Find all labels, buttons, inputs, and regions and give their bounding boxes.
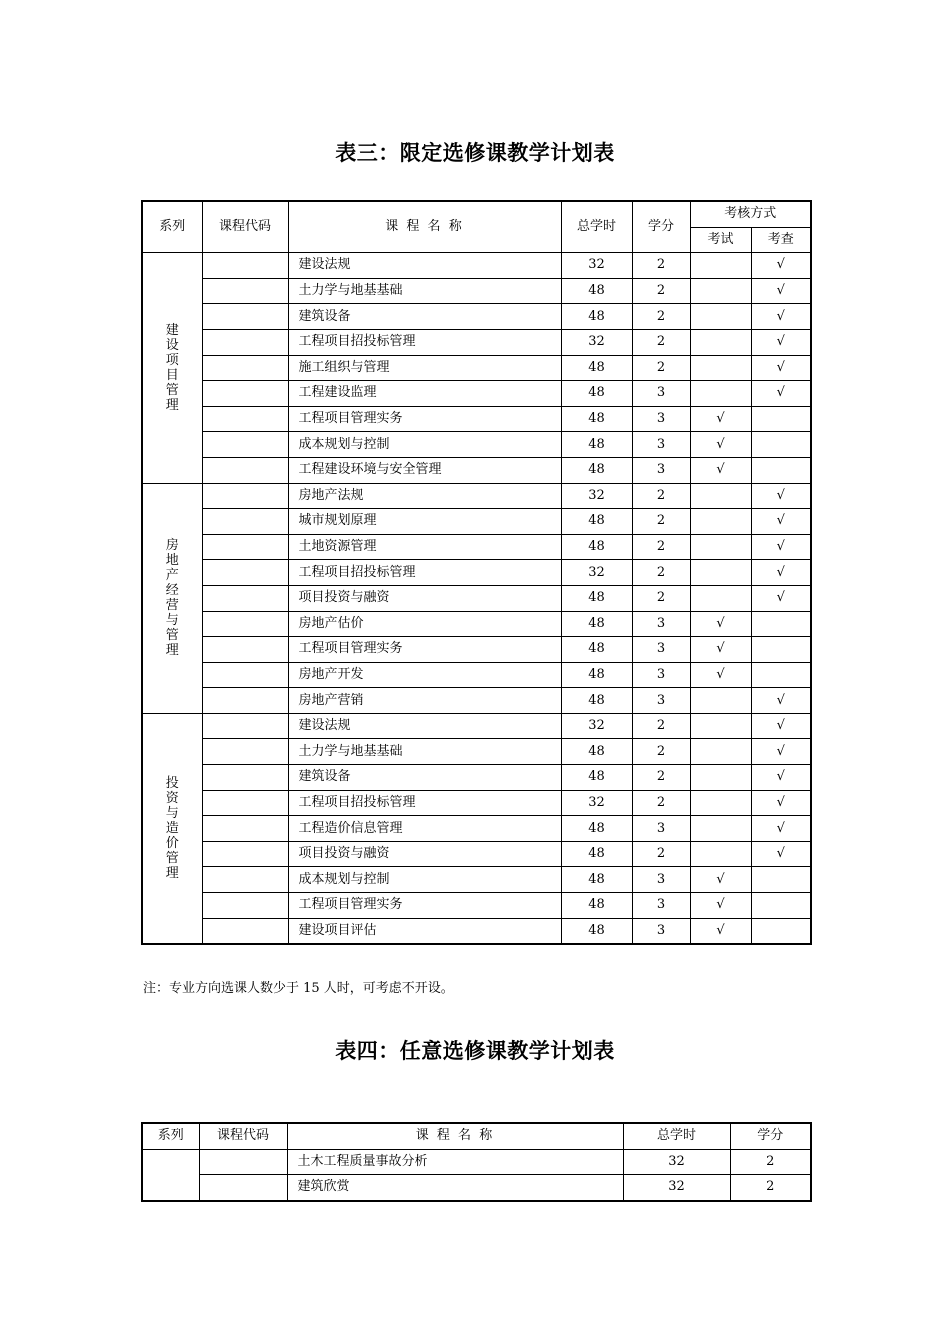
table-row [142, 534, 811, 560]
course-name: 建筑设备 [288, 765, 561, 791]
course-credits: 3 [632, 662, 690, 688]
course-code [202, 304, 288, 330]
course-name: 建设项目评估 [288, 918, 561, 944]
course-code [202, 253, 288, 279]
exam-mark [690, 841, 751, 867]
course-name: 土地资源管理 [288, 534, 561, 560]
exam-mark [690, 765, 751, 791]
course-credits: 2 [632, 713, 690, 739]
course-hours: 32 [561, 329, 632, 355]
course-credits: 3 [632, 918, 690, 944]
course-name: 工程建设监理 [288, 381, 561, 407]
course-credits: 2 [632, 253, 690, 279]
group-label-text: 房地产经营与管理 [165, 538, 179, 659]
header-name: 课 程 名 称 [288, 201, 561, 253]
course-code [202, 893, 288, 919]
exam-mark [690, 816, 751, 842]
course-hours: 48 [561, 585, 632, 611]
table-row [142, 483, 811, 509]
exam-mark [690, 355, 751, 381]
course-credits: 3 [632, 432, 690, 458]
restricted-elective-table [141, 200, 812, 945]
table-row [142, 867, 811, 893]
check-mark: √ [751, 585, 811, 611]
course-code [202, 457, 288, 483]
header-hours: 总学时 [623, 1123, 730, 1149]
exam-mark [690, 329, 751, 355]
check-mark: √ [751, 329, 811, 355]
table-row [142, 329, 811, 355]
check-mark: √ [751, 765, 811, 791]
course-credits: 2 [632, 355, 690, 381]
course-name: 工程项目招投标管理 [288, 329, 561, 355]
course-code [199, 1149, 287, 1175]
table3-body [142, 253, 811, 945]
course-code [202, 841, 288, 867]
course-hours: 48 [561, 918, 632, 944]
course-code [202, 611, 288, 637]
check-mark [751, 611, 811, 637]
check-mark: √ [751, 790, 811, 816]
check-mark [751, 918, 811, 944]
exam-mark [690, 253, 751, 279]
exam-mark: √ [690, 611, 751, 637]
exam-mark [690, 509, 751, 535]
table-row [142, 304, 811, 330]
header-exam: 考试 [690, 227, 751, 253]
table-row [142, 253, 811, 279]
exam-mark [690, 790, 751, 816]
course-name: 工程项目招投标管理 [288, 790, 561, 816]
course-name: 工程建设环境与安全管理 [288, 457, 561, 483]
course-name: 土力学与地基基础 [288, 739, 561, 765]
course-code [202, 560, 288, 586]
course-code [202, 867, 288, 893]
exam-mark [690, 713, 751, 739]
check-mark: √ [751, 253, 811, 279]
course-code [202, 329, 288, 355]
course-credits: 2 [632, 278, 690, 304]
table-row [142, 662, 811, 688]
exam-mark [690, 688, 751, 714]
exam-mark [690, 381, 751, 407]
group-label [142, 1149, 199, 1201]
course-code [202, 381, 288, 407]
exam-mark: √ [690, 918, 751, 944]
course-credits: 2 [632, 585, 690, 611]
course-credits: 3 [632, 688, 690, 714]
course-code [202, 432, 288, 458]
course-name: 房地产估价 [288, 611, 561, 637]
table-row [142, 918, 811, 944]
course-code [202, 406, 288, 432]
header-credits: 学分 [730, 1123, 811, 1149]
exam-mark [690, 560, 751, 586]
table-row [142, 893, 811, 919]
course-hours: 48 [561, 739, 632, 765]
course-hours: 48 [561, 611, 632, 637]
course-credits: 3 [632, 867, 690, 893]
header-code: 课程代码 [199, 1123, 287, 1149]
course-hours: 48 [561, 816, 632, 842]
exam-mark [690, 585, 751, 611]
course-code [202, 765, 288, 791]
course-credits: 2 [632, 509, 690, 535]
course-name: 建筑欣赏 [287, 1175, 623, 1201]
table-row [142, 278, 811, 304]
course-credits: 2 [632, 841, 690, 867]
course-code [202, 790, 288, 816]
exam-mark [690, 304, 751, 330]
course-hours: 48 [561, 637, 632, 663]
course-hours: 48 [561, 355, 632, 381]
course-credits: 2 [632, 329, 690, 355]
table-row [142, 560, 811, 586]
table-row [142, 509, 811, 535]
group-label-text: 建设项目管理 [165, 322, 179, 413]
course-hours: 48 [561, 841, 632, 867]
course-hours: 32 [561, 253, 632, 279]
table-row [142, 841, 811, 867]
course-credits: 2 [632, 483, 690, 509]
course-code [202, 816, 288, 842]
course-credits: 2 [730, 1175, 811, 1201]
course-hours: 48 [561, 432, 632, 458]
course-credits: 2 [632, 790, 690, 816]
group-label [142, 253, 202, 483]
course-name: 工程项目管理实务 [288, 893, 561, 919]
table-row [142, 688, 811, 714]
course-name: 城市规划原理 [288, 509, 561, 535]
check-mark [751, 662, 811, 688]
course-hours: 32 [561, 790, 632, 816]
course-code [202, 662, 288, 688]
course-credits: 3 [632, 637, 690, 663]
course-name: 建设法规 [288, 253, 561, 279]
course-hours: 32 [561, 483, 632, 509]
course-code [202, 534, 288, 560]
course-credits: 2 [632, 560, 690, 586]
exam-mark [690, 483, 751, 509]
course-hours: 48 [561, 304, 632, 330]
course-name: 施工组织与管理 [288, 355, 561, 381]
check-mark: √ [751, 816, 811, 842]
course-hours: 48 [561, 688, 632, 714]
course-name: 工程项目招投标管理 [288, 560, 561, 586]
header-dept: 系列 [142, 1123, 199, 1149]
course-code [202, 739, 288, 765]
course-name: 房地产营销 [288, 688, 561, 714]
header-credits: 学分 [632, 201, 690, 253]
table-row [142, 611, 811, 637]
check-mark: √ [751, 713, 811, 739]
course-credits: 3 [632, 381, 690, 407]
exam-mark: √ [690, 406, 751, 432]
check-mark: √ [751, 688, 811, 714]
table-row [142, 790, 811, 816]
course-hours: 32 [561, 560, 632, 586]
note-text: 注：专业方向选课人数少于 15 人时，可考虑不开设。 [143, 981, 454, 996]
course-code [199, 1175, 287, 1201]
course-hours: 48 [561, 765, 632, 791]
course-hours: 48 [561, 509, 632, 535]
course-credits: 3 [632, 457, 690, 483]
course-code [202, 509, 288, 535]
check-mark: √ [751, 381, 811, 407]
header-code: 课程代码 [202, 201, 288, 253]
table3-title: 表三：限定选修课教学计划表 [335, 141, 615, 165]
check-mark [751, 637, 811, 663]
course-hours: 48 [561, 534, 632, 560]
course-credits: 3 [632, 611, 690, 637]
exam-mark [690, 739, 751, 765]
course-name: 工程项目管理实务 [288, 406, 561, 432]
header-assessment: 考核方式 [690, 201, 811, 227]
table-row [142, 1175, 811, 1201]
group-label [142, 483, 202, 713]
check-mark: √ [751, 739, 811, 765]
table-row [142, 381, 811, 407]
course-hours: 32 [561, 713, 632, 739]
check-mark [751, 432, 811, 458]
exam-mark: √ [690, 432, 751, 458]
header-dept: 系列 [142, 201, 202, 253]
group-label-text: 投资与造价管理 [165, 776, 179, 882]
table-row [142, 432, 811, 458]
table4-title: 表四：任意选修课教学计划表 [335, 1039, 615, 1063]
course-hours: 48 [561, 278, 632, 304]
course-name: 项目投资与融资 [288, 841, 561, 867]
table-row [142, 585, 811, 611]
exam-mark: √ [690, 893, 751, 919]
course-code [202, 278, 288, 304]
course-credits: 3 [632, 816, 690, 842]
check-mark [751, 406, 811, 432]
table-row [142, 765, 811, 791]
table-row [142, 406, 811, 432]
course-hours: 48 [561, 893, 632, 919]
course-code [202, 918, 288, 944]
course-code [202, 688, 288, 714]
course-name: 工程造价信息管理 [288, 816, 561, 842]
table4-body [142, 1149, 811, 1201]
check-mark [751, 867, 811, 893]
course-code [202, 637, 288, 663]
course-hours: 48 [561, 662, 632, 688]
course-credits: 2 [632, 765, 690, 791]
course-name: 建筑设备 [288, 304, 561, 330]
course-name: 项目投资与融资 [288, 585, 561, 611]
course-name: 成本规划与控制 [288, 867, 561, 893]
check-mark: √ [751, 304, 811, 330]
course-code [202, 483, 288, 509]
course-hours: 48 [561, 867, 632, 893]
course-credits: 3 [632, 893, 690, 919]
exam-mark [690, 278, 751, 304]
course-name: 土木工程质量事故分析 [287, 1149, 623, 1175]
table-row [142, 713, 811, 739]
free-elective-table [141, 1122, 812, 1202]
course-name: 建设法规 [288, 713, 561, 739]
course-credits: 2 [730, 1149, 811, 1175]
course-hours: 32 [623, 1175, 730, 1201]
check-mark: √ [751, 278, 811, 304]
check-mark: √ [751, 355, 811, 381]
course-code [202, 585, 288, 611]
course-credits: 2 [632, 534, 690, 560]
table-row [142, 355, 811, 381]
exam-mark: √ [690, 867, 751, 893]
check-mark: √ [751, 534, 811, 560]
table-row [142, 457, 811, 483]
check-mark: √ [751, 483, 811, 509]
course-code [202, 713, 288, 739]
group-label [142, 713, 202, 944]
check-mark: √ [751, 509, 811, 535]
course-credits: 3 [632, 406, 690, 432]
course-name: 成本规划与控制 [288, 432, 561, 458]
course-credits: 2 [632, 304, 690, 330]
course-hours: 48 [561, 381, 632, 407]
table-row [142, 816, 811, 842]
course-hours: 48 [561, 406, 632, 432]
check-mark [751, 893, 811, 919]
table-row [142, 739, 811, 765]
course-name: 房地产法规 [288, 483, 561, 509]
course-credits: 2 [632, 739, 690, 765]
check-mark: √ [751, 560, 811, 586]
course-name: 土力学与地基基础 [288, 278, 561, 304]
header-hours: 总学时 [561, 201, 632, 253]
table-row [142, 637, 811, 663]
exam-mark [690, 534, 751, 560]
course-hours: 32 [623, 1149, 730, 1175]
exam-mark: √ [690, 457, 751, 483]
header-name: 课 程 名 称 [287, 1123, 623, 1149]
table-row [142, 1149, 811, 1175]
header-check: 考查 [751, 227, 811, 253]
course-name: 房地产开发 [288, 662, 561, 688]
check-mark [751, 457, 811, 483]
course-hours: 48 [561, 457, 632, 483]
course-name: 工程项目管理实务 [288, 637, 561, 663]
exam-mark: √ [690, 637, 751, 663]
course-code [202, 355, 288, 381]
exam-mark: √ [690, 662, 751, 688]
check-mark: √ [751, 841, 811, 867]
